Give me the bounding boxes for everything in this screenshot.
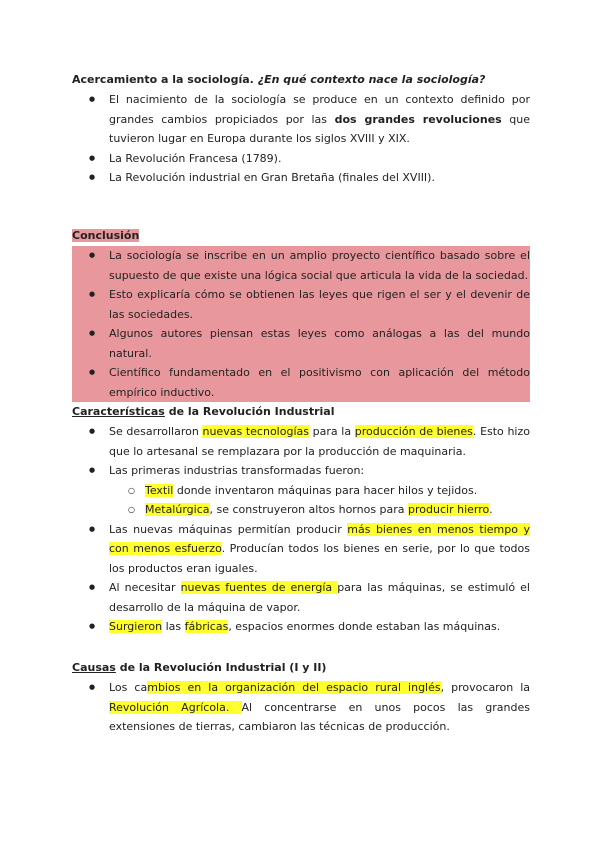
section-causas <box>72 660 530 737</box>
sub-list-item: ○ Textil donde inventaron máquinas para hacer hilos y tejidos. <box>72 481 530 501</box>
heading-text: Conclusión <box>72 229 140 242</box>
highlight: Revolución Agrícola. <box>109 700 242 714</box>
list-item: ● El nacimiento de la sociología se produce en un contexto definido por grandes cambios propiciados por las dos grandes revoluciones que tuvieron lugar en Europa durante los siglos XVIII y XIX. <box>72 90 530 149</box>
heading-text: de la Revolución Industrial <box>164 405 335 418</box>
list-item: ● La sociología se inscribe en un amplio proyecto científico basado sobre el supuesto de que existe una lógica social que articula la vida de la sociedad. <box>72 246 530 285</box>
bullet-list <box>72 90 530 188</box>
bullet-list <box>72 422 530 637</box>
sub-list-item: ○ Metalúrgica, se construyeron altos hornos para producir hierro. <box>72 500 530 520</box>
section-heading <box>72 228 530 244</box>
highlight: fábricas <box>184 620 229 633</box>
list-item: ● Científico fundamentado en el positivismo con aplicación del método empírico inductivo. <box>72 363 530 402</box>
list-item: ● Al necesitar nuevas fuentes de energía para las máquinas, se estimuló el desarrollo de la máquina de vapor. <box>72 578 530 617</box>
highlight: nuevas tecnologías <box>202 425 309 438</box>
list-item: ● Algunos autores piensan estas leyes como análogas a las del mundo natural. <box>72 324 530 363</box>
highlight: Surgieron <box>109 620 163 633</box>
heading-text: de la Revolución Industrial (I y II) <box>115 661 327 674</box>
heading-text: Acercamiento a la sociología. <box>72 73 254 86</box>
highlight: Metalúrgica <box>145 503 210 516</box>
heading-question: ¿En qué contexto nace la sociología? <box>257 73 486 86</box>
heading-underlined: Características <box>72 405 165 418</box>
list-item: ● La Revolución Francesa (1789). <box>72 149 530 169</box>
list-item: ● Surgieron las fábricas, espacios enormes donde estaban las máquinas. <box>72 617 530 637</box>
list-item: ● Las nuevas máquinas permitían producir más bienes en menos tiempo y con menos esfuerzo. Producían todos los bienes en serie, por lo que todos los productos eran iguales. <box>72 520 530 579</box>
section-caracteristicas <box>72 404 530 637</box>
highlight: producir hierro <box>408 503 490 516</box>
highlight: Textil <box>145 483 174 497</box>
section-heading <box>72 660 530 676</box>
section-conclusion <box>72 228 530 402</box>
section-acercamiento <box>72 72 530 188</box>
highlight: mbios en la organización del espacio rural inglés <box>147 681 441 694</box>
list-item: ● La Revolución industrial en Gran Bretaña (finales del XVIII). <box>72 168 530 188</box>
section-heading <box>72 72 530 88</box>
heading-underlined: Causas <box>72 661 116 674</box>
bullet-list <box>72 678 530 737</box>
bullet-list <box>72 246 530 402</box>
bold-text: dos grandes revoluciones <box>334 112 502 126</box>
section-heading <box>72 404 530 420</box>
list-item: ● Las primeras industrias transformadas fueron: <box>72 461 530 481</box>
list-item: ● Esto explicaría cómo se obtienen las leyes que rigen el ser y el devenir de las sociedades. <box>72 285 530 324</box>
highlight: más bienes en menos tiempo y con menos esfuerzo <box>109 522 530 555</box>
highlight: producción de bienes <box>354 425 473 438</box>
list-item: ● Se desarrollaron nuevas tecnologías para la producción de bienes. Esto hizo que lo artesanal se remplazara por la producción de maquinaria. <box>72 422 530 461</box>
list-item: ● Los cambios en la organización del espacio rural inglés, provocaron la Revolución Agrícola. Al concentrarse en unos pocos las grandes extensiones de tierras, cambiaron las técnicas de producción. <box>72 678 530 737</box>
highlight: nuevas fuentes de energía <box>180 581 338 594</box>
